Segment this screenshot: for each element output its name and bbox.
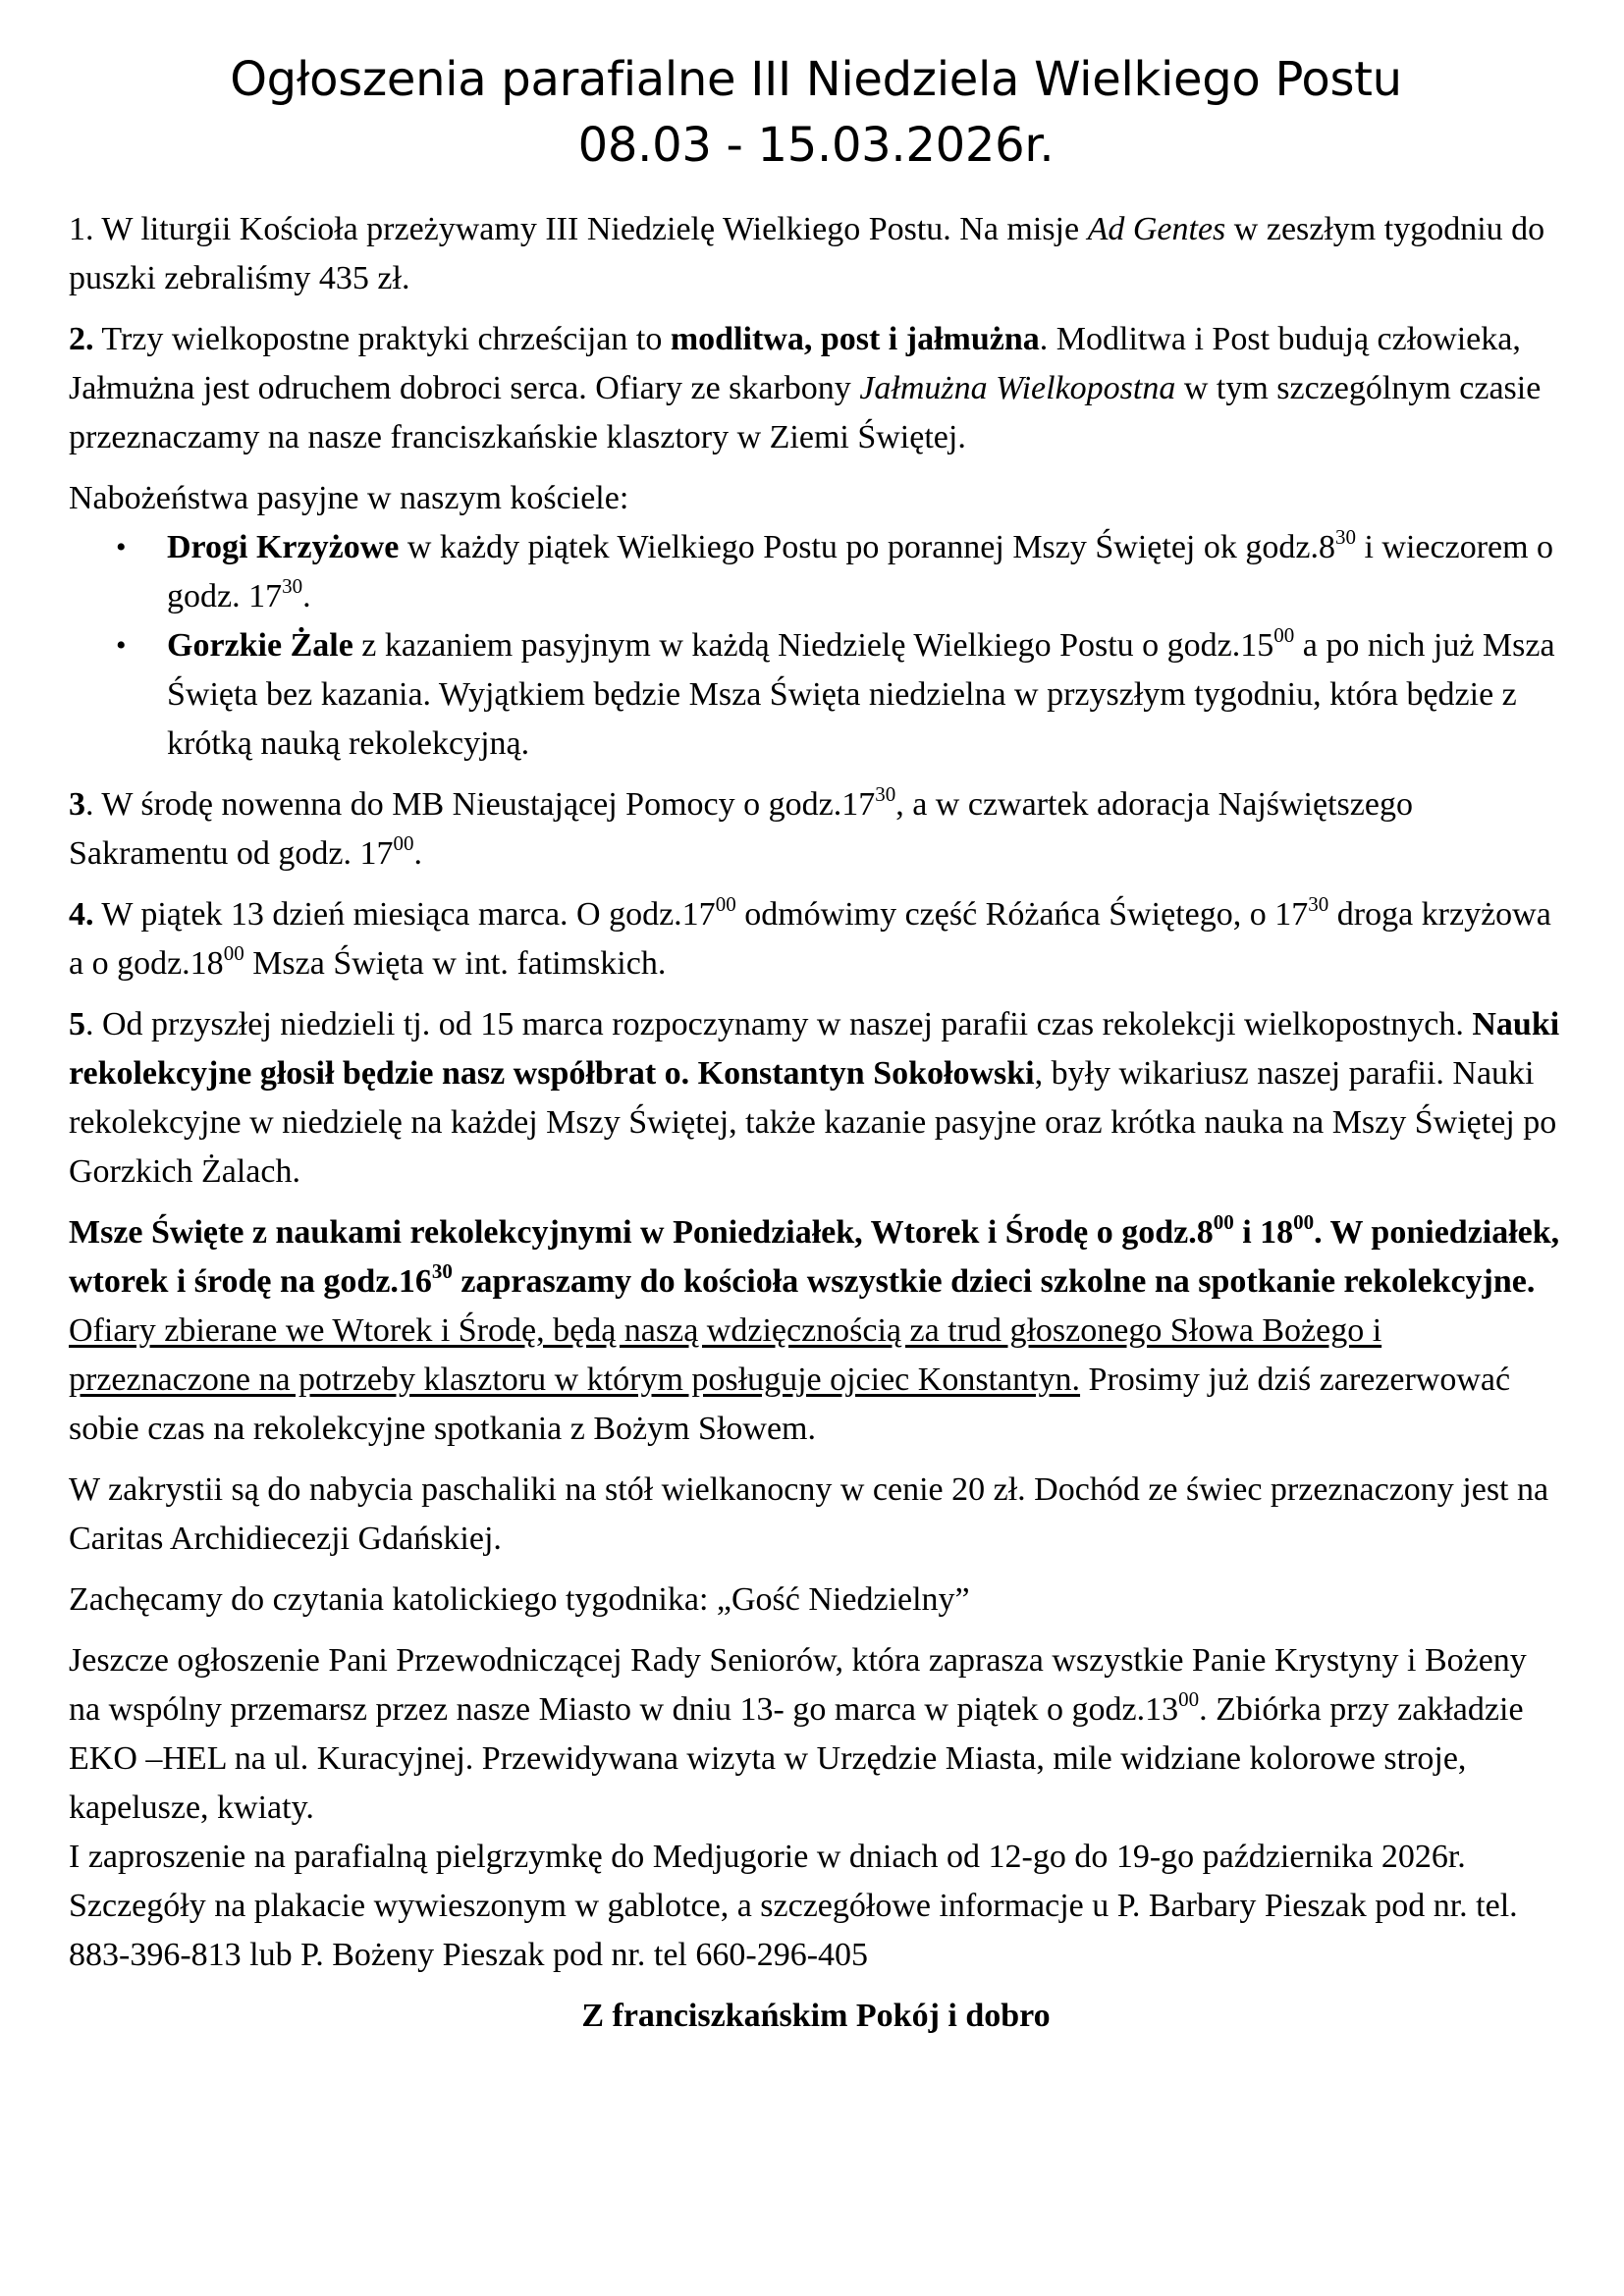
- bold-text: Drogi Krzyżowe: [167, 529, 400, 565]
- weekly-announcement: Zachęcamy do czytania katolickiego tygodnika: „Gość Niedzielny”: [69, 1581, 970, 1618]
- text: i wieczorem o godz. 17: [167, 529, 1554, 614]
- superscript: 00: [223, 941, 244, 965]
- candles-announcement: W zakrystii są do nabycia paschaliki na stół wielkanocny w cenie 20 zł. Dochód ze świec przeznaczony jest na Caritas Archidiecezji Gdańskiej.: [69, 1471, 1549, 1557]
- text: w zeszłym tygodniu do puszki zebraliśmy 435 zł.: [69, 211, 1545, 296]
- bold-text: . W poniedziałek, wtorek i środę na godz.16: [69, 1214, 1560, 1300]
- text: . W środę nowenna do MB Nieustającej Pomocy o godz.17: [85, 786, 876, 823]
- item-number: 3: [69, 786, 85, 823]
- bold-text: i 18: [1233, 1214, 1294, 1251]
- item-number: 5: [69, 1006, 85, 1042]
- superscript: 00: [1213, 1210, 1234, 1234]
- bold-text: Msze Święte z naukami rekolekcyjnymi w Poniedziałek, Wtorek i Środę o godz.8: [69, 1214, 1214, 1251]
- closing-greeting: Z franciszkańskim Pokój i dobro: [581, 1998, 1051, 2034]
- text: w każdy piątek Wielkiego Postu po porannej Mszy Świętej ok godz.8: [399, 529, 1335, 565]
- text: W piątek 13 dzień miesiąca marca. O godz.17: [93, 896, 716, 933]
- text: . Modlitwa i Post budują człowieka, Jałmużna jest odruchem dobroci serca. Ofiary ze skarbony: [69, 321, 1521, 406]
- superscript: 00: [1293, 1210, 1315, 1234]
- text: w tym szczególnym czasie przeznaczamy na nasze franciszkańskie klasztory w Ziemi Świętej.: [69, 370, 1542, 455]
- item-number: 1: [69, 211, 85, 247]
- text: .: [413, 835, 422, 872]
- text: Trzy wielkopostne praktyki chrześcijan to: [93, 321, 671, 357]
- superscript: 30: [431, 1259, 453, 1283]
- italic-text: Ad Gentes: [1087, 211, 1226, 247]
- item-number: 2.: [69, 321, 94, 357]
- text: Msza Święta w int. fatimskich.: [244, 945, 667, 982]
- pilgrimage-announcement: I zaproszenie na parafialną pielgrzymkę do Medjugorie w dniach od 12-go do 19-go października 2026r. Szczegóły na plakacie wywieszonym w gablotce, a szczegółowe informacje u P. Barbary Pieszak pod nr. tel. 883-396-813 lub P. Bożeny Pieszak pod nr. tel 660-296-405: [69, 1839, 1518, 1973]
- text: . W liturgii Kościoła przeżywamy III Niedzielę Wielkiego Postu. Na misje: [85, 211, 1088, 247]
- text: . Od przyszłej niedzieli tj. od 15 marca rozpoczynamy w naszej parafii czas rekolekcji wielkopostnych.: [85, 1006, 1473, 1042]
- superscript: 00: [1178, 1687, 1200, 1711]
- superscript: 00: [715, 892, 736, 916]
- services-list: [69, 523, 1563, 769]
- italic-text: Jałmużna Wielkopostna: [859, 370, 1176, 406]
- list-item: [116, 523, 1563, 621]
- announcement-5: [69, 1000, 1563, 1197]
- bullet-icon: •: [116, 629, 127, 662]
- services-intro: Nabożeństwa pasyjne w naszym kościele:: [69, 480, 629, 516]
- superscript: 00: [1273, 623, 1295, 647]
- bold-text: Nauki rekolekcyjne głosił będzie nasz współbrat o. Konstantyn Sokołowski: [69, 1006, 1560, 1092]
- text: , były wikariusz naszej parafii. Nauki rekolekcyjne w niedzielę na każdej Mszy Świętej, także kazanie pasyjne oraz krótka nauka na Mszy Świętej po Gorzkich Żalach.: [69, 1055, 1557, 1190]
- superscript: 00: [393, 831, 414, 855]
- bold-text: modlitwa, post i jałmużna: [670, 321, 1040, 357]
- item-number: 4.: [69, 896, 94, 933]
- text: z kazaniem pasyjnym w każdą Niedzielę Wielkiego Postu o godz.15: [352, 627, 1274, 664]
- text: . Zbiórka przy zakładzie EKO –HEL na ul. Kuracyjnej. Przewidywana wizyta w Urzędzie Miasta, mile widziane kolorowe stroje, kapelusze, kwiaty.: [69, 1691, 1524, 1826]
- announcement-2: [69, 315, 1563, 462]
- retreat-schedule: [69, 1208, 1563, 1454]
- underlined-text: Ofiary zbierane we Wtorek i Środę, będą naszą wdzięcznością za trud głoszonego Słowa Bożego i przeznaczone na potrzeby klasztoru w którym posługuje ojciec Konstantyn.: [69, 1312, 1382, 1398]
- bold-text: zapraszamy do kościoła wszystkie dzieci szkolne na spotkanie rekolekcyjne.: [452, 1263, 1536, 1300]
- text: .: [302, 578, 311, 614]
- text: Prosimy już dziś zarezerwować sobie czas na rekolekcyjne spotkania z Bożym Słowem.: [69, 1362, 1511, 1447]
- text: a po nich już Msza Święta bez kazania. Wyjątkiem będzie Msza Święta niedzielna w przyszłym tygodniu, która będzie z krótką nauką rekolekcyjną.: [167, 627, 1555, 762]
- text: droga krzyżowa a o godz.18: [69, 896, 1551, 982]
- announcement-4: [69, 890, 1563, 988]
- announcement-3: [69, 780, 1563, 879]
- superscript: 30: [1334, 525, 1356, 549]
- text: , a w czwartek adoracja Najświętszego Sakramentu od godz. 17: [69, 786, 1413, 872]
- superscript: 30: [1308, 892, 1329, 916]
- superscript: 30: [282, 574, 303, 598]
- text: odmówimy część Różańca Świętego, o 17: [735, 896, 1309, 933]
- page-title: [69, 47, 1563, 179]
- text: Jeszcze ogłoszenie Pani Przewodniczącej Rady Seniorów, która zaprasza wszystkie Panie Krystyny i Bożeny na wspólny przemarsz przez nasze Miasto w dniu 13- go marca w piątek o godz.13: [69, 1642, 1527, 1728]
- seniors-announcement: [69, 1636, 1563, 1833]
- bullet-icon: •: [116, 531, 127, 563]
- list-item: [116, 621, 1563, 769]
- title-line-1: Ogłoszenia parafialne III Niedziela Wielkiego Postu: [230, 52, 1402, 107]
- bold-text: Gorzkie Żale: [167, 627, 353, 664]
- superscript: 30: [875, 782, 896, 806]
- title-line-2: 08.03 - 15.03.2026r.: [577, 118, 1055, 173]
- announcement-1: [69, 205, 1563, 303]
